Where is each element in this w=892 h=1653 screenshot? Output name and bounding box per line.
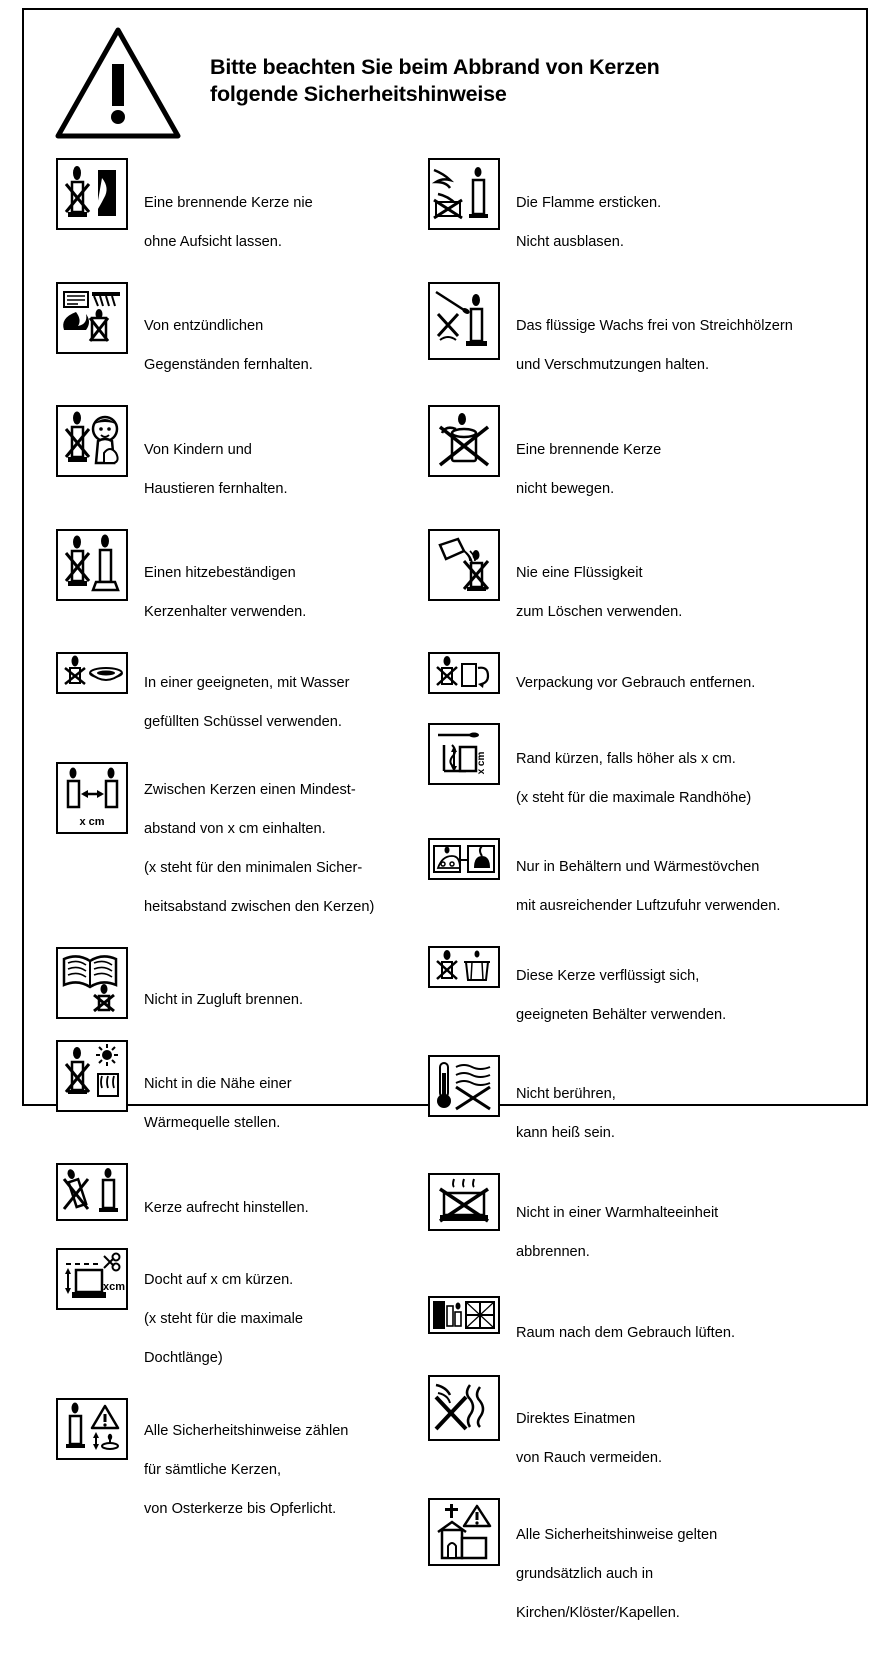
ventilate-room-icon [428, 1296, 500, 1334]
applies-to-churches-icon [428, 1498, 500, 1566]
list-item-text: Rand kürzen, falls höher als x cm. (x steht für die maximale Randhöhe) [516, 751, 752, 806]
list-item-text: Diese Kerze verflüssigt sich, geeigneten Behälter verwenden. [516, 968, 727, 1023]
list-item-text: Nicht in einer Warmhalteeinheit abbrennen. [516, 1205, 719, 1260]
use-in-container-with-air-supply-icon [428, 838, 500, 880]
keep-wax-free-of-matches-icon [428, 282, 500, 360]
list-item-text: Alle Sicherheitshinweise zählen für sämtliche Kerzen, von Osterkerze bis Opferlicht. [144, 1422, 349, 1517]
list-item [56, 158, 446, 272]
list-item-text: Nur in Behältern und Wärmestövchen mit ausreichender Luftzufuhr verwenden. [516, 858, 781, 914]
list-item [56, 947, 446, 1030]
list-item [56, 1163, 446, 1238]
list-item-text: Das flüssige Wachs frei von Streichhölzern und Verschmutzungen halten. [516, 318, 793, 373]
candle-unattended-prohibited-icon [56, 158, 128, 230]
page-title-line2: folgende Sicherheitshinweise [210, 82, 507, 106]
minimum-distance-between-candles-icon [56, 762, 128, 834]
trim-wick-icon [56, 1248, 128, 1310]
no-heat-source-icon [56, 1040, 128, 1112]
all-safety-notes-candles-icon [56, 1398, 128, 1460]
list-item [56, 1040, 446, 1154]
list-item-text: Einen hitzebeständigen Kerzenhalter verwenden. [144, 565, 307, 620]
list-item-text: Zwischen Kerzen einen Mindest- abstand von x cm einhalten. (x steht für den minimalen Sicher- heitsabstand zwischen den Kerzen) [144, 782, 375, 915]
candle-liquefies-use-container-icon [428, 946, 500, 988]
list-item [428, 405, 858, 519]
safety-instructions-sheet [22, 8, 868, 1621]
list-item [428, 158, 858, 272]
list-item [56, 1248, 446, 1389]
no-liquid-to-extinguish-icon [428, 529, 500, 601]
water-filled-bowl-icon [56, 652, 128, 694]
list-item [428, 652, 858, 713]
list-item [56, 1398, 446, 1539]
list-item-text: Docht auf x cm kürzen. (x steht für die maximale Dochtlänge) [144, 1272, 303, 1366]
list-item-text: Von Kindern und Haustieren fernhalten. [144, 441, 288, 497]
list-item [56, 405, 446, 519]
list-item-text: Nicht berühren, kann heiß sein. [516, 1085, 616, 1141]
no-warming-unit-icon [428, 1173, 500, 1231]
list-item [56, 762, 446, 938]
warning-triangle-exclamation-icon [54, 24, 182, 142]
header [24, 10, 866, 150]
list-item-text: Nicht in die Nähe einer Wärmequelle stellen. [144, 1076, 292, 1131]
children-pets-prohibited-icon [56, 405, 128, 477]
page-title [210, 54, 830, 108]
list-item-text: Nicht in Zugluft brennen. [144, 991, 303, 1008]
list-item [56, 282, 446, 396]
list-item [428, 529, 858, 643]
list-item [428, 946, 858, 1046]
list-item [428, 1055, 858, 1163]
candle-upright-icon [56, 1163, 128, 1221]
list-item [428, 723, 858, 829]
flammable-objects-prohibited-icon [56, 282, 128, 354]
avoid-smoke-inhalation-icon [428, 1375, 500, 1441]
list-item-text: Nie eine Flüssigkeit zum Löschen verwenden. [516, 565, 683, 620]
list-item [56, 652, 446, 752]
right-column [428, 158, 858, 1653]
list-item-text: Verpackung vor Gebrauch entfernen. [516, 674, 756, 691]
list-item [428, 282, 858, 396]
svg-text:x cm: x cm [79, 815, 105, 828]
svg-text:x cm: x cm [476, 751, 487, 774]
list-item-text: In einer geeigneten, mit Wasser gefüllten Schüssel verwenden. [144, 674, 350, 730]
trim-rim-icon [428, 723, 500, 785]
list-item-text: Eine brennende Kerze nicht bewegen. [516, 441, 662, 497]
list-item [428, 838, 858, 936]
left-column [56, 158, 446, 1549]
list-item [428, 1498, 858, 1643]
page-title-line1: Bitte beachten Sie beim Abbrand von Kerzen [210, 55, 660, 79]
list-item-text: Die Flamme ersticken. Nicht ausblasen. [516, 194, 662, 250]
no-draught-icon [56, 947, 128, 1019]
list-item-text: Direktes Einatmen von Rauch vermeiden. [516, 1411, 663, 1466]
list-item-text: Von entzündlichen Gegenständen fernhalten. [144, 318, 313, 373]
list-item-text: Kerze aufrecht hinstellen. [144, 1199, 309, 1216]
list-item [428, 1375, 858, 1489]
do-not-move-burning-candle-icon [428, 405, 500, 477]
hot-do-not-touch-icon [428, 1055, 500, 1117]
list-item-text: Raum nach dem Gebrauch lüften. [516, 1324, 736, 1341]
heat-resistant-holder-icon [56, 529, 128, 601]
list-item-text: Alle Sicherheitshinweise gelten grundsätzlich auch in Kirchen/Klöster/Kapellen. [516, 1526, 718, 1621]
list-item [56, 529, 446, 643]
snuff-flame-do-not-blow-icon [428, 158, 500, 230]
list-item [428, 1296, 858, 1363]
list-item-text: Eine brennende Kerze nie ohne Aufsicht lassen. [144, 194, 313, 250]
remove-packaging-icon [428, 652, 500, 694]
list-item [428, 1173, 858, 1283]
svg-text:xcm: xcm [102, 1280, 126, 1293]
